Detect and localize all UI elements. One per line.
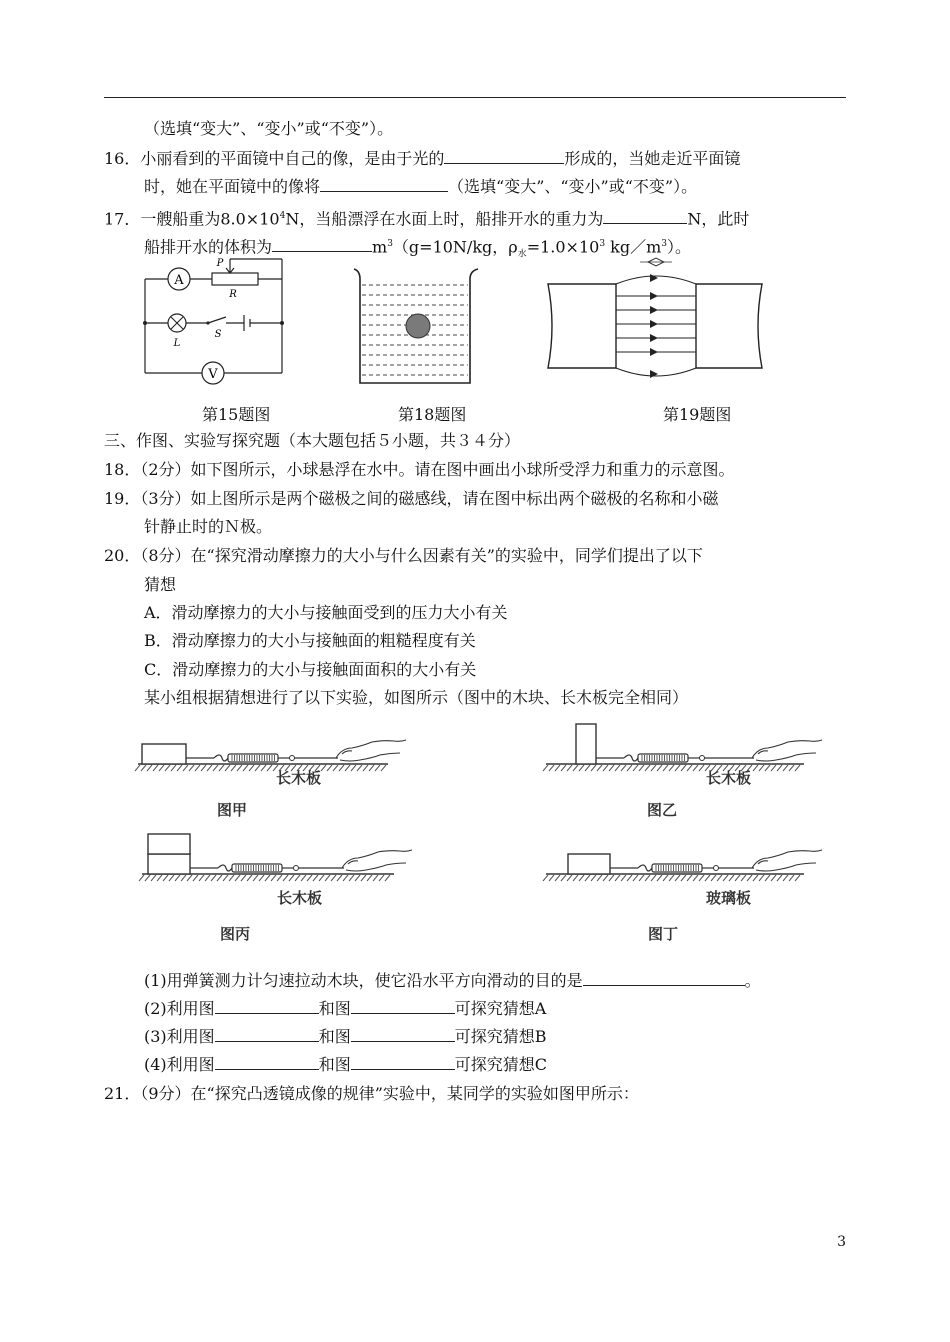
question-18: 18．（2分）如下图所示，小球悬浮在水中。请在图中画出小球所受浮力和重力的示意图。 (104, 460, 735, 479)
left-magnet-pole (548, 284, 616, 368)
friction-figure-bing (142, 826, 404, 882)
floor-hatching (543, 765, 800, 771)
friction-figure-jia (138, 728, 398, 772)
floor-hatching (543, 875, 800, 881)
figure-name-bing: 图丙 (220, 925, 251, 943)
sub-question-3: (3)利用图 和图 可探究猜想B (144, 1027, 547, 1046)
floor-hatching (139, 875, 390, 881)
hand-icon (752, 850, 822, 871)
question-17-line-2: 船排开水的体积为 $m^3(g=10N/kg$，$\rho_水=1.0\times 10^3$ $kg/m^3$）。 (144, 237, 691, 260)
friction-figure-ding (546, 836, 814, 882)
figure-name-ding: 图丁 (648, 925, 679, 943)
section-heading: 三、作图、实验写探究题（本大题包括５小题，共３４分） (104, 431, 521, 450)
question-20-line-3: 某小组根据猜想进行了以下实验，如图所示（图中的木块、长木板完全相同） (144, 688, 689, 707)
answer-blank[interactable] (272, 237, 372, 252)
answer-blank[interactable] (351, 999, 455, 1014)
answer-blank[interactable] (215, 1055, 319, 1070)
right-magnet-pole (696, 284, 762, 368)
scale-ring (700, 756, 705, 761)
switch-label: S (214, 329, 222, 340)
hook (638, 865, 652, 871)
caption-fig19: 第19题图 (663, 405, 732, 424)
hypothesis-a: A．滑动摩擦力的大小与接触面受到的压力大小有关 (144, 603, 508, 622)
answer-blank[interactable] (320, 177, 448, 192)
hand-icon (336, 740, 406, 761)
sub-question-1: (1)用弹簧测力计匀速拉动木块，使它沿水平方向滑动的目的是 。 (144, 971, 761, 990)
question-20-line-2: 猜想 (144, 575, 177, 594)
question-19-line-2: 针静止时的Ｎ极。 (144, 517, 273, 536)
hypothesis-c: C．滑动摩擦力的大小与接触面面积的大小有关 (144, 660, 477, 679)
wood-block (148, 854, 190, 874)
magnetic-field-diagram (544, 258, 766, 384)
spring-scale (638, 754, 688, 762)
question-20-line-1: 20．（8分）在“探究滑动摩擦力的大小与什么因素有关”的实验中，同学们提出了以下 (104, 546, 703, 565)
answer-blank[interactable] (215, 1027, 319, 1042)
question-19-line-1: 19．（3分）如上图所示是两个磁极之间的磁感线，请在图中标出两个磁极的名称和小磁 (104, 489, 719, 508)
answer-blank[interactable] (444, 149, 564, 164)
answer-blank[interactable] (215, 999, 319, 1014)
spring-scale (652, 864, 702, 872)
caption-fig18: 第18题图 (398, 405, 467, 424)
figure-name-jia: 图甲 (217, 801, 248, 819)
header-rule (104, 97, 846, 98)
surface-label-jia: 长木板 (276, 769, 322, 787)
hand-icon (342, 850, 412, 871)
resistor-label: R (229, 289, 237, 300)
question-16-line-2: 时，她在平面镜中的像将 （选填“变大”、“变小”或“不变”）。 (144, 177, 698, 196)
answer-blank[interactable] (351, 1055, 455, 1070)
hook (214, 755, 228, 761)
question-16-line-1: 16．小丽看到的平面镜中自己的像，是由于光的 形成的，当她走近平面镜 (104, 149, 741, 168)
ball (406, 314, 430, 338)
text-line-1: （选填“变大”、“变小”或“不变”）。 (144, 119, 394, 138)
figure-name-yi: 图乙 (647, 801, 678, 819)
hand-icon (752, 740, 822, 761)
wood-block (576, 724, 596, 764)
ammeter-label: A (174, 273, 184, 288)
sub-question-2: (2)利用图 和图 可探究猜想A (144, 999, 547, 1018)
voltmeter-label: V (208, 367, 218, 382)
spring-scale (228, 754, 278, 762)
answer-blank[interactable] (583, 971, 745, 986)
question-17-line-1: 17．一艘船重为$8.0\times 10^4N$，当船漂浮在水面上时，船排开水的重力为 N，此时 (104, 209, 750, 229)
spring-scale (232, 864, 282, 872)
floor-hatching (135, 765, 386, 771)
circuit-diagram (140, 255, 290, 385)
scale-ring (294, 866, 299, 871)
scale-ring (714, 866, 719, 871)
hook (218, 865, 232, 871)
page-number: 3 (837, 1234, 846, 1250)
hypothesis-b: B．滑动摩擦力的大小与接触面的粗糙程度有关 (144, 631, 476, 650)
slider-label: P (216, 258, 224, 269)
lamp-label: L (173, 338, 181, 349)
surface-label-bing: 长木板 (277, 889, 323, 907)
wood-block (568, 854, 610, 874)
question-21: 21．（9分）在“探究凸透镜成像的规律”实验中，某同学的实验如图甲所示： (104, 1084, 639, 1103)
hook (624, 755, 638, 761)
answer-blank[interactable] (603, 209, 687, 224)
wood-block (148, 834, 190, 854)
answer-blank[interactable] (351, 1027, 455, 1042)
sub-question-4: (4)利用图 和图 可探究猜想C (144, 1055, 547, 1074)
scale-ring (290, 756, 295, 761)
wood-block (142, 744, 186, 764)
beaker-diagram (352, 265, 484, 385)
caption-fig15: 第15题图 (202, 405, 271, 424)
friction-figure-yi (546, 720, 814, 772)
surface-label-yi: 长木板 (706, 769, 752, 787)
surface-label-ding: 玻璃板 (706, 889, 752, 907)
